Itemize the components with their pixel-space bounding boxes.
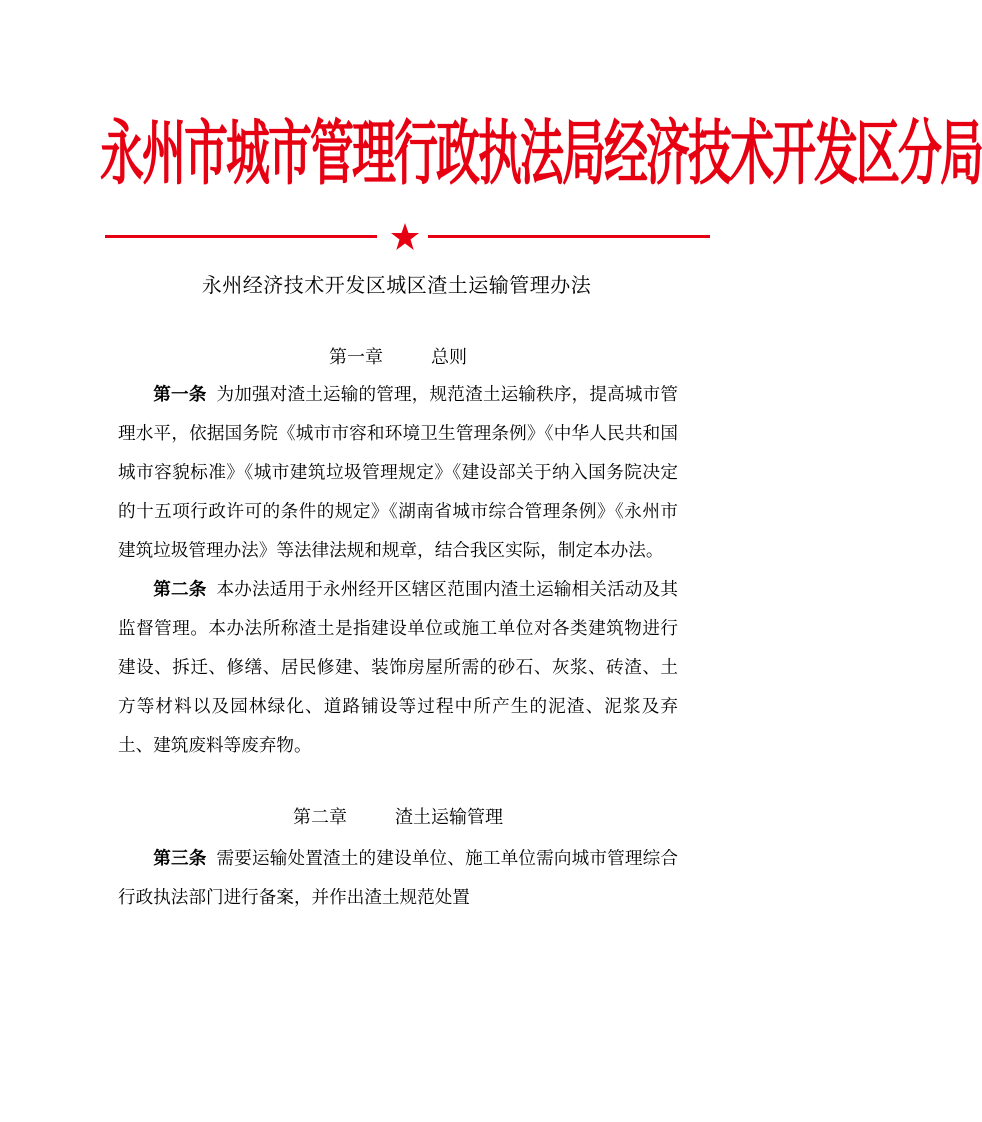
- chapter-name: 总则: [431, 347, 467, 368]
- article-paragraph: [118, 840, 678, 918]
- article-text: 为加强对渣土运输的管理，规范渣土运输秩序，提高城市管理水平，依据国务院《城市市容和环境卫生管理条例》《中华人民共和国城市容貌标准》《城市建筑垃圾管理规定》《建设部关于纳入国务院决定的十五项行政许可的条件的规定》《湖南省城市综合管理条例》《永州市建筑垃圾管理办法》等法律法规和规章，结合我区实际，制定本办法。: [118, 385, 678, 561]
- chapter-number: 第二章: [293, 807, 347, 828]
- article-number: 第三条: [153, 849, 207, 869]
- star-icon: [390, 223, 420, 251]
- divider-line-right: [428, 235, 710, 238]
- divider-line-left: [105, 235, 377, 238]
- document-title: 永州经济技术开发区城区渣土运输管理办法: [201, 273, 592, 297]
- article-paragraph: [118, 571, 678, 766]
- article-text: 需要运输处置渣土的建设单位、施工单位需向城市管理综合行政执法部门进行备案，并作出渣土规范处置: [118, 849, 678, 908]
- article-number: 第一条: [153, 385, 207, 405]
- header-divider: [105, 224, 710, 250]
- article-number: 第二条: [153, 580, 207, 600]
- article-text: 本办法适用于永州经开区辖区范围内渣土运输相关活动及其监督管理。本办法所称渣土是指建设单位或施工单位对各类建筑物进行建设、拆迁、修缮、居民修建、装饰房屋所需的砂石、灰浆、砖渣、土方等材料以及园林绿化、道路铺设等过程中所产生的泥渣、泥浆及弃土、建筑废料等废弃物。: [118, 580, 678, 756]
- chapter-name: 渣土运输管理: [395, 807, 503, 828]
- chapter-heading: [118, 340, 678, 376]
- header-org-name: 永州市城市管理行政执法局经济技术开发区分局: [100, 113, 982, 195]
- chapter-heading: [118, 800, 678, 836]
- article-paragraph: [118, 376, 678, 571]
- chapter-number: 第一章: [329, 347, 383, 368]
- document-body: [118, 340, 678, 918]
